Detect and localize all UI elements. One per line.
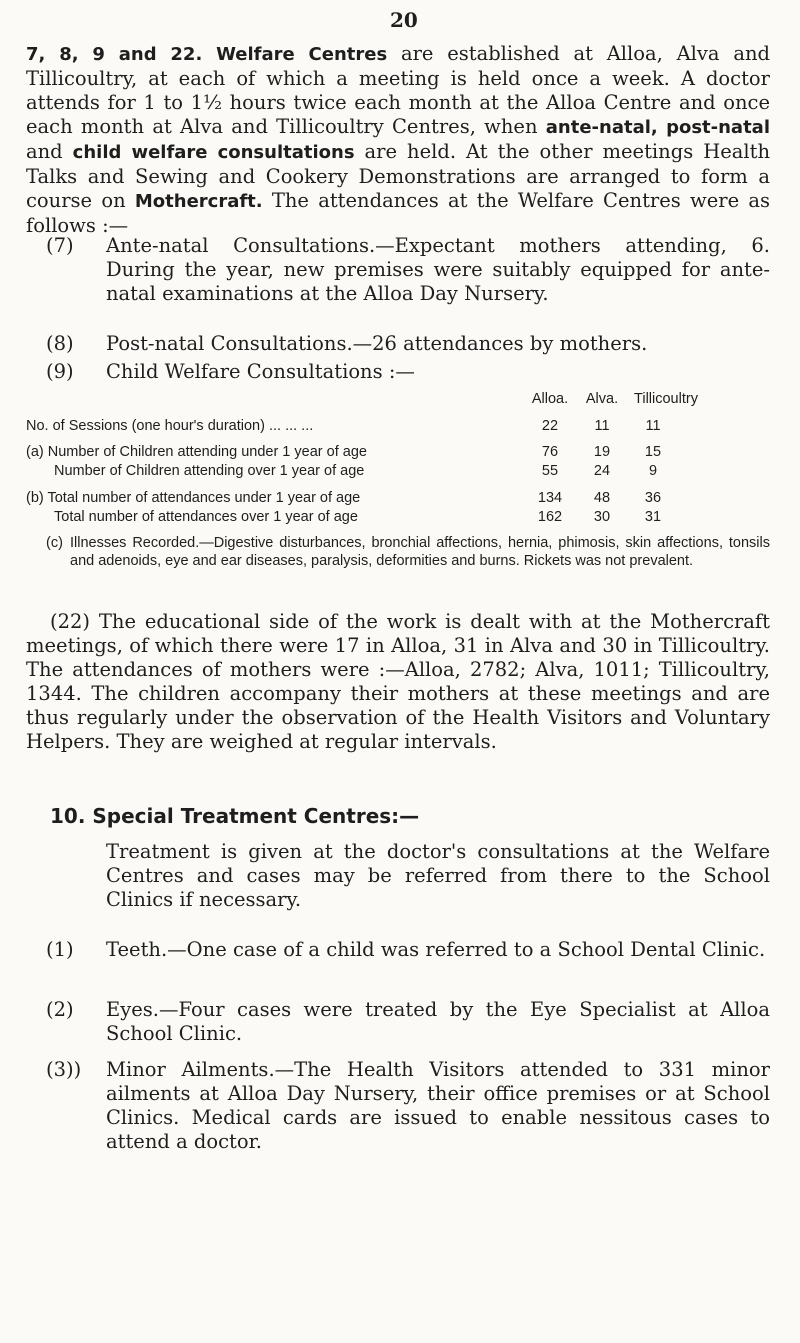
table-cell: 22 <box>541 418 559 434</box>
intro-keyword-mothercraft: Mothercraft. <box>134 191 263 212</box>
intro-lead: 7, 8, 9 and 22. <box>26 44 203 65</box>
table-cell: 11 <box>645 418 661 434</box>
item-number: (1) <box>46 938 74 961</box>
table-cell: 15 <box>644 444 662 460</box>
table-cell: 24 <box>593 463 611 479</box>
list-item-teeth <box>46 938 770 962</box>
intro-text-3: are held. At the other meetings Health Talks and Sewing and Cookery Demonstrations are arranged to form a course on <box>26 140 770 212</box>
table-cell: 19 <box>593 444 611 460</box>
intro-keyword-natal: ante-natal, post-natal <box>545 117 770 138</box>
item-text: Minor Ailments.—The Health Visitors attended to 331 minor ailments at Alloa Day Nursery, their office premises or at School Clinics. Medical cards are issued to enable nessitous cases to attend a doctor. <box>106 1058 770 1153</box>
table-cell: 162 <box>537 509 563 525</box>
table-cell: 11 <box>594 418 610 434</box>
table-row-label: (a) Number of Children attending under 1 year of age <box>26 444 367 460</box>
table-cell: 36 <box>644 490 662 506</box>
item-number: (2) <box>46 998 74 1021</box>
intro-text-2: and <box>26 140 73 163</box>
table-row-label: No. of Sessions (one hour's duration) ... ... ... <box>26 418 314 434</box>
intro-keyword-child-welfare: child welfare consultations <box>72 142 355 163</box>
column-header-tillicoultry: Tillicoultry <box>634 391 698 407</box>
table-row-label: Total number of attendances over 1 year of age <box>54 509 358 525</box>
table-row-label: Number of Children attending over 1 year of age <box>54 463 365 479</box>
intro-text-1: are established at Alloa, Alva and Tillicoultry, at each of which a meeting is held once a week. A doctor attends for 1 to 1½ hours twice each month at the Alloa Centre and once each month at Alva and Tillicoultry Centres, when <box>26 42 770 138</box>
item-text: Teeth.—One case of a child was referred to a School Dental Clinic. <box>106 938 766 961</box>
illnesses-text: Illnesses Recorded.—Digestive disturbances, bronchial affections, hernia, phimosis, skin affections, tonsils and adenoids, eye and ear diseases, paralysis, deformities and burns. Rickets was not prevalent. <box>70 535 770 569</box>
item-number: (8) <box>46 332 74 355</box>
intro-keyword-welfare-centres: Welfare Centres <box>216 44 388 65</box>
item-number: (9) <box>46 360 74 383</box>
table-cell: 55 <box>541 463 559 479</box>
item-number: (7) <box>46 234 74 257</box>
child-welfare-table <box>0 0 800 525</box>
list-item-eyes <box>46 998 770 1046</box>
intro-text-4: The attendances at the Welfare Centres were as follows :— <box>26 189 770 237</box>
paragraph-22: (22) The educational side of the work is dealt with at the Mothercraft meetings, of which there were 17 in Alloa, 31 in Alva and 30 in Tillicoultry. The attendances of mothers were :—Alloa, 2782; Alva, 1011; Tillicoultry, 1344. The children accompany their mothers at these meetings and are thus regularly under the observation of the Health Visitors and Voluntary Helpers. They are weighed at regular intervals. <box>26 610 770 753</box>
table-cell: 48 <box>593 490 611 506</box>
item-number: (3)) <box>46 1058 82 1081</box>
table-cell: 76 <box>541 444 559 460</box>
column-header-alloa: Alloa. <box>531 391 569 407</box>
table-cell: 30 <box>593 509 611 525</box>
section-10-heading: 10. Special Treatment Centres:— <box>50 804 420 828</box>
item-text: Child Welfare Consultations :— <box>106 360 415 383</box>
item-text: Post-natal Consultations.—26 attendances by mothers. <box>106 332 648 355</box>
page-number: 20 <box>390 8 418 32</box>
column-header-alva: Alva. <box>585 391 619 407</box>
table-cell: 134 <box>537 490 563 506</box>
table-row-label: (b) Total number of attendances under 1 year of age <box>26 490 361 506</box>
item-text: Eyes.—Four cases were treated by the Eye Specialist at Alloa School Clinic. <box>106 998 770 1045</box>
illnesses-label: (c) <box>46 535 63 551</box>
list-item-minor-ailments <box>46 1058 770 1154</box>
table-cell: 31 <box>644 509 662 525</box>
illnesses-recorded <box>46 534 770 570</box>
section-10-intro: Treatment is given at the doctor's consultations at the Welfare Centres and cases may be referred from there to the School Clinics if necessary. <box>106 840 770 911</box>
item-text: Ante-natal Consultations.—Expectant mothers attending, 6. During the year, new premises were suitably equipped for ante-natal examinations at the Alloa Day Nursery. <box>106 234 770 305</box>
table-cell: 9 <box>648 463 658 479</box>
